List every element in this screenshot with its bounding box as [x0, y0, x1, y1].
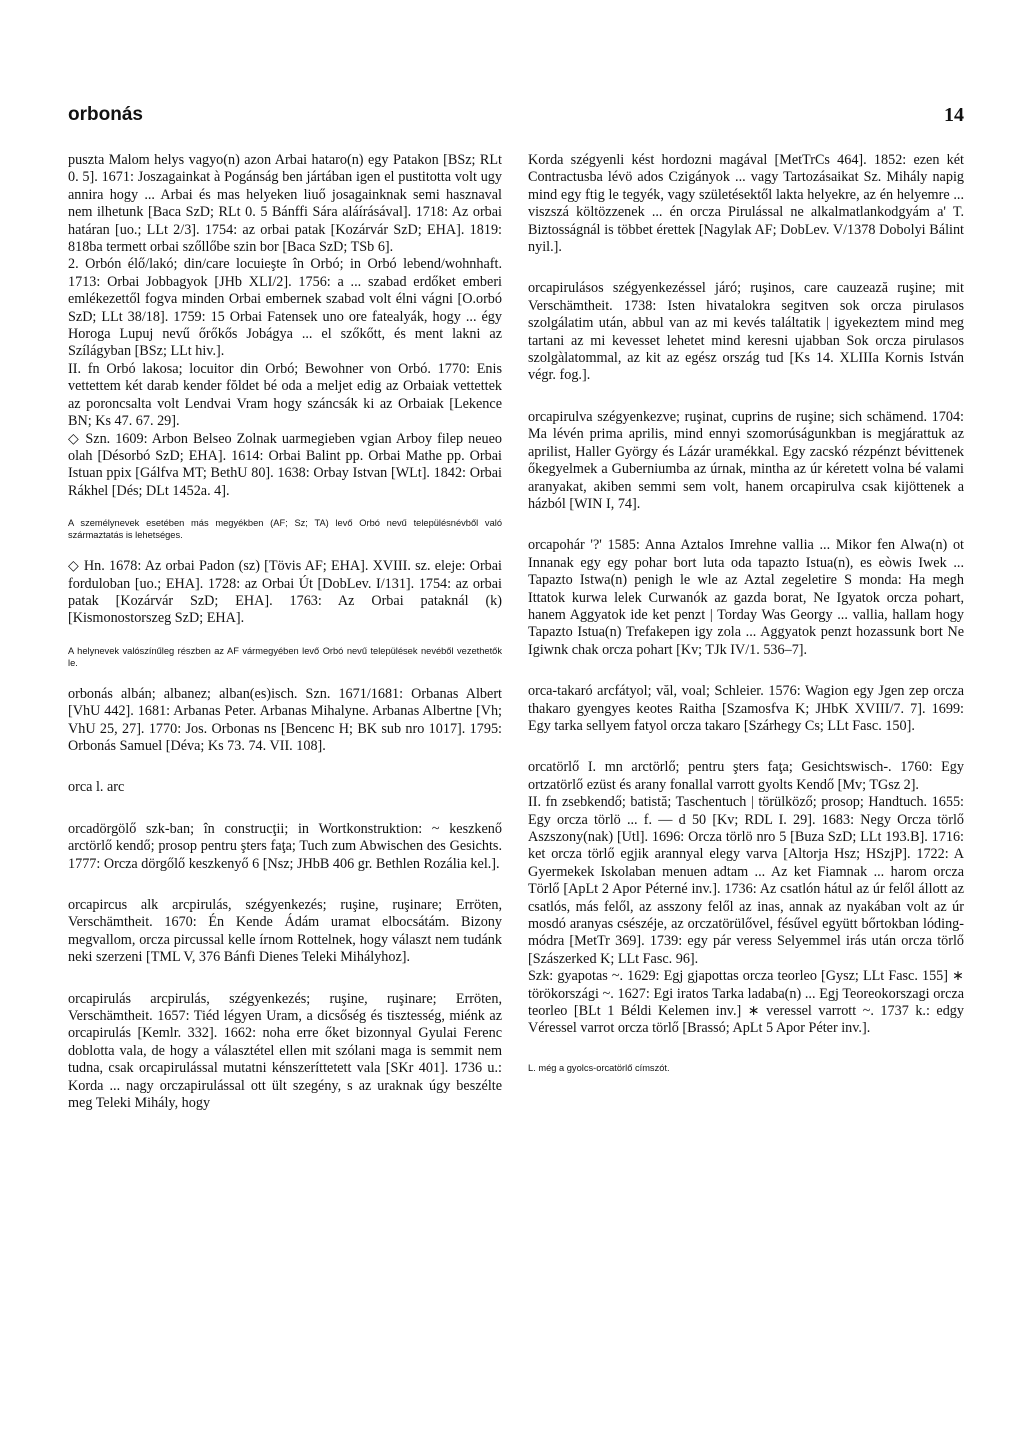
entry-orcapircus: orcapircus alk arcpirulás, szégyenkezés; ruşine, ruşinare; Erröten, Verschämtheit. 1670: Én Kende Ádám uramat elbocsátám. Bizony megvallom, orcza pircussal kelle írnom Rottelnek, hogy választ nem tudánk neki szerzeni [TML V, 376 Bánfi Dienes Teleki Mihályhoz].: [68, 897, 502, 966]
entry-paragraph: ◇ Szn. 1609: Arbon Belseo Zolnak uarmegieben vgian Arboy filep neueo olah [Désorbó SzD; EHA]. 1614: Orbai Balint pp. Orbai Mathe pp. Orbai Istuan ppix [Gálfva MT; BethU 80]. 1638: Orbay Istvan [WLt]. 1842: Orbai Rákhel [Dés; DLt 1452a. 4].: [68, 430, 502, 499]
editorial-note: A személynevek esetében más megyékben (AF; Sz; TA) levő Orbó nevű településnévből való származtatás is lehetséges.: [68, 518, 502, 541]
cross-reference-note: L. még a gyolcs-orcatörlő címszót.: [528, 1062, 670, 1073]
entry-paragraph: ◇ Hn. 1678: Az orbai Padon (sz) [Tövis AF; EHA]. XVIII. sz. eleje: Orbai forduloban [uo.; EHA]. 1728: az Orbai Út [DobLev. I/131]. 1754: az orbai patak [Kozárvár SzD; EHA]. 1763: Az Orbai pataknál (k) [Kismonostorszeg SzD; EHA].: [68, 558, 502, 627]
entry-orcadorgolo: orcadörgölő szk-ban; în construcţii; in Wortkonstruktion: ~ keszkenő arctörlő kendő; prosop pentru şters faţa; Tuch zum Abwischen des Gesichts. 1777: Orcza dörgőlő keszkenyő 6 [Nsz; JHbB 406 gr. Bethlen Rozália kel.].: [68, 820, 502, 872]
entry-orca: orca l. arc: [68, 779, 125, 796]
entry-orcapirulas: orcapirulás arcpirulás, szégyenkezés; ruşine, ruşinare; Erröten, Verschämtheit. 1657: Tiéd légyen Uram, a dicsőség és tisztesség, miénk az orcapirulás [Kemlr. 332]. 1662: noha erre őket bizonnyal Gyulai Ferenc doblotta vala, de hogy a választétel ellen mit szólani maga is semmit nem tudna, csak orcapirulással mutatni kénszeríttetett vala [SKr 401]. 1736 u.: Korda ... nagy orczapirulással ott ült szegény, s az uraknak úgy beszélte meg Teleki Mihály, hogy: [68, 990, 502, 1112]
entry-orbonas: orbonás albán; albanez; alban(es)isch. Szn. 1671/1681: Orbanas Albert [VhU 442]. 1681: Arbanas Peter. Arbanas Mihalyne. Arbanas Albertne [Vh; VhU 25, 27]. 1770: Jos. Orbonas ns [Bencenc H; BK sub nro 1017]. 1795: Orbonás Samuel [Déva; Ks 73. 74. VII. 108].: [68, 685, 502, 754]
entry-paragraph: Korda szégyenli kést hordozni magával [MetTrCs 464]. 1852: ezen két Contractusba lévö ados Czigányok ... vagy Tartozásaikat Sz. Mihály napig mind egy ftig le tegyék, vagy születésektől lakta helyekre, az én helyemre ... viszszá költözzenek ... én orcza Pirulással ne alkalmatlankodgyám a' T. Biztosságnál is többet érettek [Nagylak AF; DobLev. V/1378 Dobolyi Bálint nyil.].: [528, 152, 964, 256]
left-column: [68, 152, 502, 1112]
right-column: [528, 152, 964, 1074]
entry-paragraph: 2. Orbón élő/lakó; din/care locuieşte în Orbó; in Orbó lebend/wohnhaft. 1713: Orbai Jobbagyok [JHb XLI/2]. 1756: a ... szabad erdőket emberi emlékezettől fogva minden Orbai embernek szabad volt élni vágni [O.orbó SzD; LLt 38/18]. 1759: 15 Orbai Fatensek uno ore fatealyák, hogy ... égy Horoga Lupuj nevű őrőkős Jobágya ... el szőkőtt, és ment lakni az Szílágyban [BSz; LLt hiv.].: [68, 256, 502, 360]
page-number: 14: [944, 104, 964, 126]
editorial-note: A helynevek valószínűleg részben az AF vármegyében levő Orbó nevű települések nevéből vezethetők le.: [68, 645, 502, 668]
entry-orcapirulva: orcapirulva szégyenkezve; ruşinat, cuprins de ruşine; sich schämend. 1704: Ma lévén prima aprilis, mind ennyi szomorúságunkban is megjárattuk az aprilist, Haller György és Lázár uramékkal. Egy zacskó rézpénzt bévittenek őkegyelmek a Guberniumba az úrnak, mintha az úr kéretett volna bé valami aranyakat, akiben semmi sem volt, hanem orcapirulva csak kijöttenek a házból [WIN I, 74].: [528, 408, 964, 512]
running-header: [68, 104, 964, 136]
entry-orca-takaro: orca-takaró arcfátyol; văl, voal; Schleier. 1576: Wagion egy Jgen zep orcza thakaro gyengyes keotes Raitha [Szamosfva K; JHbK XVIII/7. 7]. 1699: Egy tarka sellyem fatyol orcza takaro [Szárhegy Cs; LLt Fasc. 150].: [528, 683, 964, 734]
entry-orcapirulasos: orcapirulásos szégyenkezéssel járó; ruşinos, care cauzează ruşine; mit Verschämtheit. 1738: Isten hivatalokra segitven sok orcza pirulasos szolgálatim után, abbul van az mi kevés találtatik | igyekeztem mind meg tartani az mi kevesset lehetet mind keresni ujabban Sok orcza pirulasos szolgàlatommal, az kit az egész ország tud [Ks 14. XLIIIa Kornis István végr. fog.].: [528, 280, 964, 384]
entry-paragraph: II. fn zsebkendő; batistă; Taschentuch | törülköző; prosop; Handtuch. 1655: Egy orcza törlö ... f. — d 50 [Kv; RDL I. 29]. 1683: Negy Orcza törlő Aszszony(nak) [Utl]. 1696: Orcza törlö nro 5 [Buza SzD; LLt 193.B]. 1716: ket orcza törlő egjik arannyal elegy varva [Altorja Hsz; HSzjP]. 1722: A Gyermekek Iskolaban menuen adtam ... Az ket Fiamnak ... harom orcza Törlő [ApLt 2 Apor Péterné inv.]. 1736: Az csatlón hátul az úr felől állott az csatlós, más felől, az asszony felől az inas, annak az nyakában volt az úr mosdó aranyas csészéje, az orczatörülővel, fésűvel együtt bőrtokban lóding-módra [MetTr 369]. 1739: egy pár veress Selyemmel irás után orcza törlő [Szászerked K; LLt Fasc. 96].: [528, 794, 964, 967]
entry-paragraph: II. fn Orbó lakosa; locuitor din Orbó; Bewohner von Orbó. 1770: Enis vettettem két darab kender fŏldet bé oda a meljet edig az Orbaiak vettettek az poroncsalta volt Lendvai Vram hogy száncsák ki az Orbaiak [Lekence BN; Ks 47. 67. 29].: [68, 360, 502, 430]
entry-paragraph: Szk: gyapotas ~. 1629: Egj gjapottas orcza teorleo [Gysz; LLt Fasc. 155] ∗ törökországi ~. 1627: Egi iratos Tarka ladaba(n) ... Egj Teoreokorszagi orcza teorleo [BLt 1 Béldi Kelemen inv.] ∗ veressel varrott ~. 1737 k.: edgy Véressel varrot orcza törlő [Brassó; ApLt 5 Apor Péter inv.].: [528, 968, 964, 1037]
entry-orcapohar: orcapohár '?' 1585: Anna Aztalos Imrehne vallia ... Mikor fen Alwa(n) ot Innanak egy egy pohar bort luta oda tapazto Istua(n), es eòwis Iwek ... Tapazto Istwa(n) penigh le wle az Aztal zegeletire S monda: Ha megh Ittatok kurwa lelek Curwanók az gazda borat, Ne Igyatok orcza pohart, hanem Aggyatok ide ket penzt | Torday Was Georgy ... vallia, hallam hogy Tapazto Istua(n) Trefakepen igy zola ... Aggyatok penzt hozassunk bort Ne Igiwnk chak orcza pohart [Kv; TJk IV/1. 536–7].: [528, 537, 964, 658]
running-headword: orbonás: [68, 104, 143, 125]
entry-paragraph: puszta Malom helys vagyo(n) azon Arbai hataro(n) egy Patakon [BSz; RLt 0. 5]. 1671: Joszagainkat à Pogánság ben jártában igen el pustitotta volt ugy annira hogy ... Arbai és mas helyeken liuő josagainknak semi hasznaval nem ilhetunk [Baca SzD; RLt 0. 5 Bánffi Sára aláírásával]. 1718: Az orbai határan [uo.; LLt 2/3]. 1754: az orbai patak [Kozárvár SzD; EHA]. 1819: 818ba termett orbai szőllőbe szin bor [Baca SzD; TSb 6].: [68, 152, 502, 256]
entry-orcatorlo: orcatörlő I. mn arctörlő; pentru şters faţa; Gesichtswisch-. 1760: Egy ortzatörlő ezüst és arany fonallal varrott gyolts Kendő [Mv; TGsz 2].: [528, 759, 964, 793]
